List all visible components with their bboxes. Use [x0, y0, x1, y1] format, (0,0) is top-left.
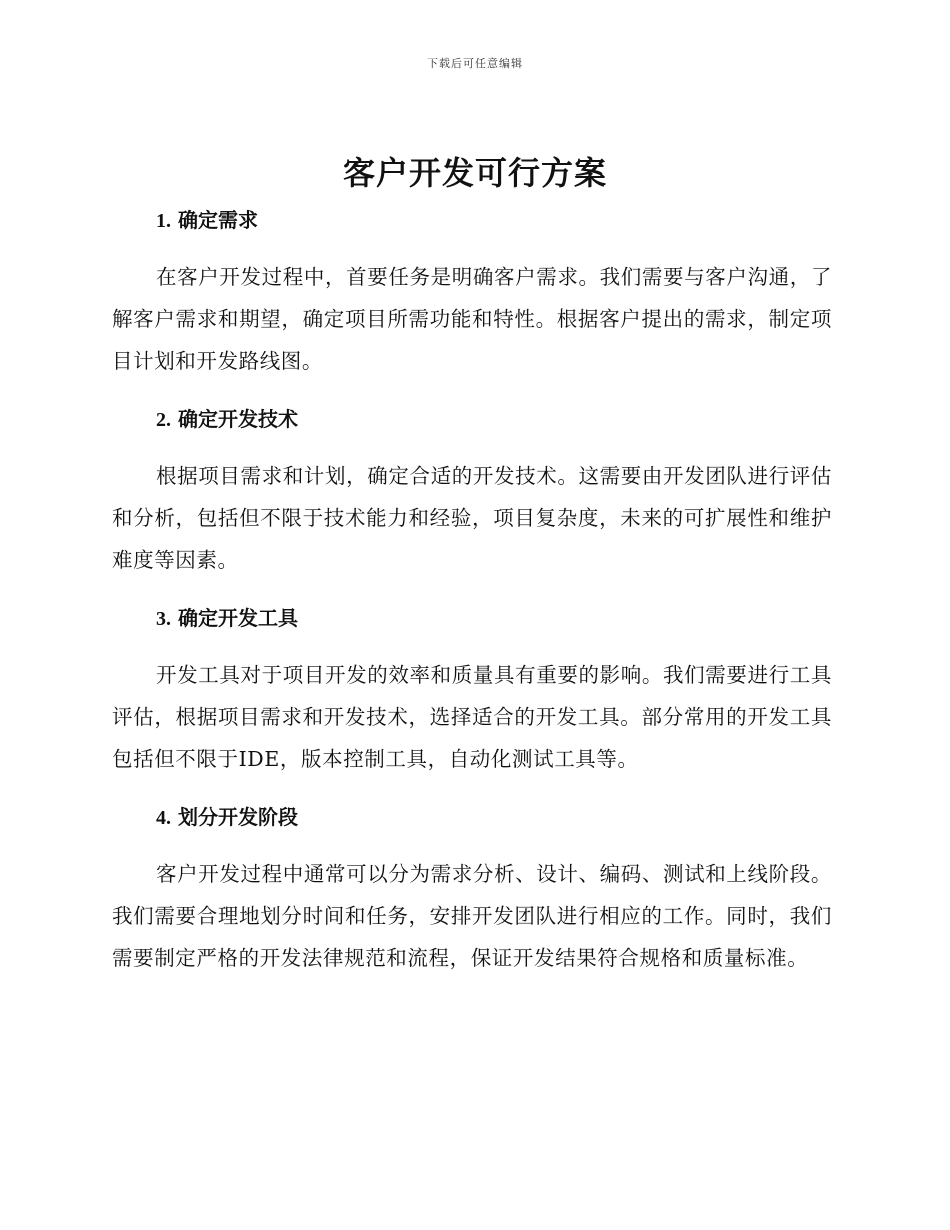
section-4	[112, 800, 832, 979]
section-3	[112, 601, 832, 780]
section-heading	[156, 800, 832, 835]
header-note: 下载后可任意编辑	[427, 57, 523, 70]
section-paragraph: 客户开发过程中通常可以分为需求分析、设计、编码、测试和上线阶段。我们需要合理地划分时间和任务，安排开发团队进行相应的工作。同时，我们需要制定严格的开发法律规范和流程，保证开发结果符合规格和质量标准。	[112, 862, 832, 970]
section-number: 3.	[156, 608, 171, 630]
document-body	[112, 203, 832, 999]
section-heading	[156, 402, 832, 437]
section-paragraph: 开发工具对于项目开发的效率和质量具有重要的影响。我们需要进行工具评估，根据项目需求和开发技术，选择适合的开发工具。部分常用的开发工具包括但不限于IDE，版本控制工具，自动化测试工具等。	[112, 663, 832, 771]
section-number: 4.	[156, 807, 171, 829]
section-heading-text: 划分开发阶段	[177, 805, 298, 829]
section-number: 1.	[156, 210, 171, 232]
section-paragraph: 根据项目需求和计划，确定合适的开发技术。这需要由开发团队进行评估和分析，包括但不限于技术能力和经验，项目复杂度，未来的可扩展性和维护难度等因素。	[112, 464, 832, 572]
section-heading	[156, 601, 832, 636]
section-heading-text: 确定开发工具	[177, 606, 298, 630]
section-heading-text: 确定需求	[177, 208, 258, 232]
section-heading	[156, 203, 832, 238]
section-heading-text: 确定开发技术	[177, 407, 298, 431]
section-2	[112, 402, 832, 581]
document-title: 客户开发可行方案	[342, 154, 607, 192]
section-1	[112, 203, 832, 382]
section-number: 2.	[156, 409, 171, 431]
section-paragraph: 在客户开发过程中，首要任务是明确客户需求。我们需要与客户沟通，了解客户需求和期望，确定项目所需功能和特性。根据客户提出的需求，制定项目计划和开发路线图。	[112, 265, 832, 373]
